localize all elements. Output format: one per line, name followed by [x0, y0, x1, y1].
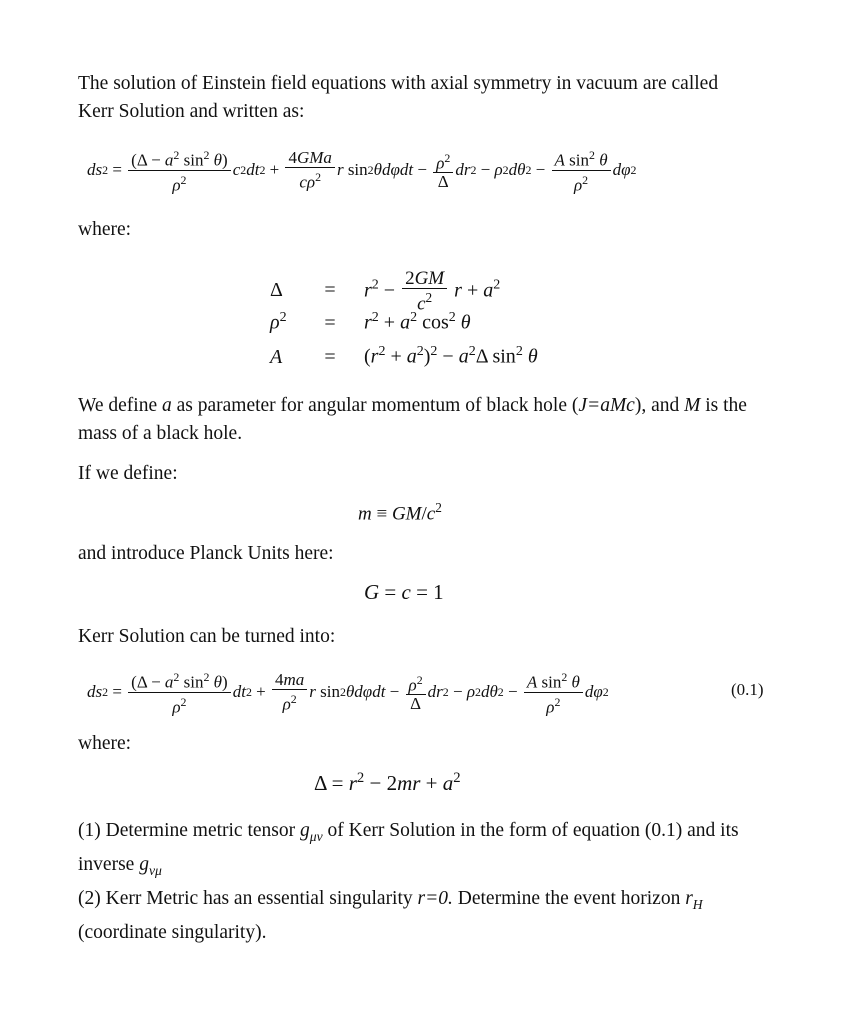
- m-definition: $m \equiv GM/c^2$: [358, 500, 442, 525]
- planck-units-label: and introduce Planck Units here:: [78, 543, 334, 564]
- a-definition: $A = (r^2 + a^2)^2 - a^2\Delta$ $\sin^2 \theta$: [270, 344, 538, 368]
- kerr-metric-equation: ds 2 = $\frac{(\Delta - a^2 \sin^2 \theta)}{\rho^2}$ c 2 dt 2 + $\frac{\text{4GMa}}{c\rho^2}$ r sin 2 θdφdt − $\frac{\rho^2}{\Delta}$ dr 2 − ρ 2 dθ 2 − $\frac{A \sin^2 \theta}{\rho^2}$ dφ 2: [87, 147, 637, 195]
- delta-definition: $\Delta = r^2$ − $\frac{2GM}{c^2}$ $r + a^2$: [270, 268, 501, 315]
- delta-planck-definition: $\Delta = r^2 - 2mr + a^2$: [314, 770, 461, 795]
- kerr-planck-equation: ds 2 = $\frac{(\Delta - a^2 \sin^2 \theta)}{\rho^2}$ dt 2 + $\frac{4ma}{\rho^2}$ r sin 2 θdφdt − $\frac{\rho^2}{\Delta}$ dr 2 − ρ 2 dθ 2 − $\frac{A \sin^2 \theta}{\rho^2}$ dφ 2: [87, 669, 609, 717]
- rho-definition: $\rho^2 = r^2 + a^2$ $\cos^2 \theta$: [270, 310, 471, 334]
- planck-units-equation: G = c = 1: [364, 580, 444, 604]
- question-2: (2) Kerr Metric has an essential singularity r=0. Determine the event horizon $r_H$ (coordinate singularity).: [78, 888, 703, 943]
- equation-number: (0.1): [731, 680, 764, 699]
- where-label-1: where:: [78, 219, 132, 240]
- kerr-turned-label: Kerr Solution can be turned into:: [78, 626, 336, 647]
- if-we-define-label: If we define:: [78, 463, 178, 484]
- where-label-2: where:: [78, 733, 132, 754]
- question-1: (1) Determine metric tensor $g_{\mu\nu}$ of Kerr Solution in the form of equation (0.1) and its inverse $g_{\nu\mu}$: [78, 820, 739, 878]
- intro-paragraph: The solution of Einstein field equations with axial symmetry in vacuum are called Kerr Solution and written as:: [78, 73, 719, 122]
- define-a-paragraph: We define a as parameter for angular momentum of black hole (J=aMc), and M is the mass of a black hole.: [78, 395, 747, 444]
